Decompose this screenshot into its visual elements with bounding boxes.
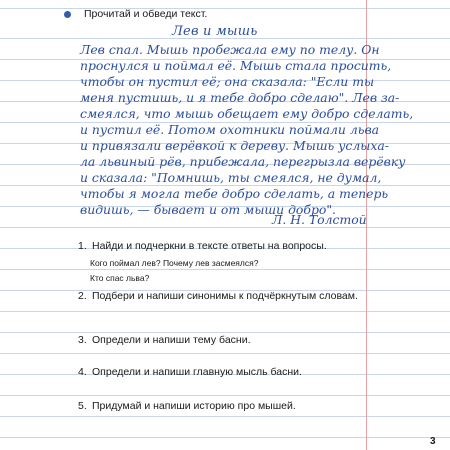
story-line: смеялся, что мышь обещает ему добро сделать, xyxy=(80,106,414,121)
instruction-text: Прочитай и обведи текст. xyxy=(84,8,208,20)
question-text: Подбери и напиши синонимы к подчёркнутым словам. xyxy=(92,290,358,302)
story-author: Л. Н. Толстой xyxy=(272,212,367,227)
story-title: Лев и мышь xyxy=(172,24,258,39)
question-number: 2. xyxy=(78,290,87,302)
story-line: и привязали верёвкой к дереву. Мышь услыха- xyxy=(80,138,389,153)
story-line: проснулся и поймал её. Мышь стала просить, xyxy=(80,58,392,73)
question-number: 3. xyxy=(78,334,87,346)
story-line: Лев спал. Мышь пробежала ему по телу. Он xyxy=(80,42,380,57)
question-2 xyxy=(78,290,358,302)
question-5 xyxy=(78,400,296,412)
question-number: 1. xyxy=(78,240,87,252)
subquestion-2: Кто спас льва? xyxy=(90,273,150,283)
story-line: меня пустишь, и я тебе добро сделаю". Лев за- xyxy=(80,90,400,105)
question-text: Определи и напиши тему басни. xyxy=(92,334,251,346)
story-line: видишь, — бывает и от мыши добро". xyxy=(80,202,336,217)
subquestion-1: Кого поймал лев? Почему лев засмеялся? xyxy=(90,258,259,268)
question-4 xyxy=(78,366,302,378)
story-line: ла львиный рёв, прибежала, перегрызла верёвку xyxy=(80,154,406,169)
question-3 xyxy=(78,334,250,346)
story-line: и пустил её. Потом охотники поймали льва xyxy=(80,122,380,137)
question-text: Придумай и напиши историю про мышей. xyxy=(92,400,296,412)
question-1 xyxy=(78,240,327,252)
story-line: чтобы он пустил её; она сказала: "Если ты xyxy=(80,74,375,89)
question-text: Определи и напиши главную мысль басни. xyxy=(92,366,302,378)
question-text: Найди и подчеркни в тексте ответы на вопросы. xyxy=(92,240,327,252)
page-number: 3 xyxy=(430,436,436,447)
bullet-icon xyxy=(64,11,71,18)
question-number: 5. xyxy=(78,400,87,412)
story-line: и сказала: "Помнишь, ты смеялся, не думал, xyxy=(80,170,382,185)
story-line: чтобы я могла тебе добро сделать, а теперь xyxy=(80,186,389,201)
question-number: 4. xyxy=(78,366,87,378)
